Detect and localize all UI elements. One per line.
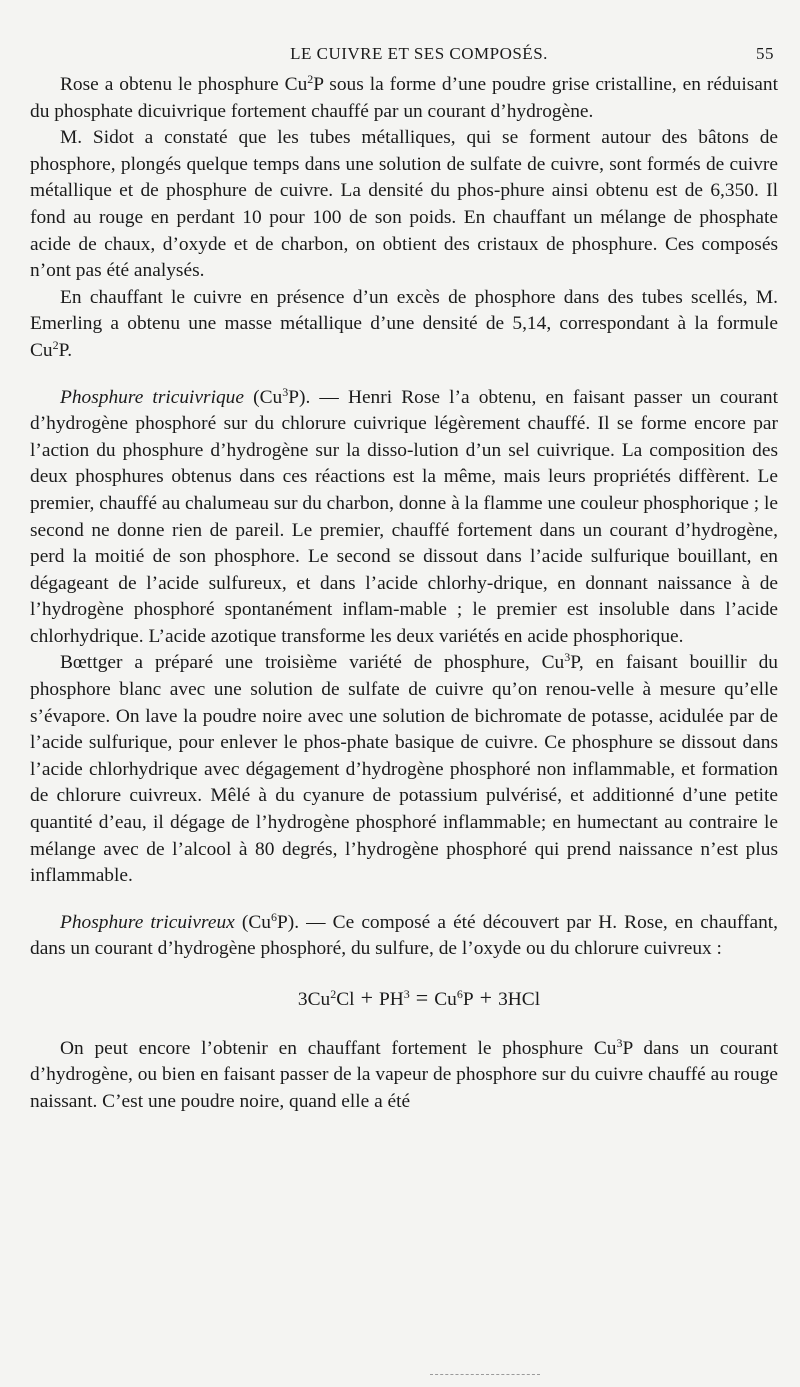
body-text <box>30 72 778 1115</box>
paragraph-phosphure-tricuivrique: Phosphure tricuivrique (Cu$^3$P). — Henri Rose l’a obtenu, en faisant passer un courant d’hydrogène phosphoré sur du chlorure cuivrique légèrement chauffé. Il se forme encore par l’action du phosphure d’hydrogène sur la disso-lution d’un sel cuivrique. La composition des deux phosphures obtenus dans ces réactions est la même, mais leurs propriétés diffèrent. Le premier, chauffé au chalumeau sur du charbon, donne à la flamme une couleur phosphorique ; le second ne donne rien de pareil. Le premier, chauffé fortement dans un courant d’hydrogène, perd la moitié de son phosphore. Le second se dissout dans l’acide sulfurique bouillant, en dégageant de l’acide sulfureux, et dans l’acide chlorhy-drique, en donnant naissance à de l’hydrogène phosphoré spontanément inflam-mable ; le premier est insoluble dans l’acide chlorhydrique. L’acide azotique transforme les deux variétés en acide phosphorique. <box>30 384 778 647</box>
scan-mark <box>430 1368 540 1375</box>
section-term-tricuivrique: Phosphure tricuivrique <box>60 386 244 408</box>
running-head <box>30 38 778 72</box>
paragraph-boettger: Bœttger a préparé une troisième variété de phosphure, Cu$^3$P, en faisant bouillir du phosphore blanc avec une solution de sulfate de cuivre qu’on renou-velle à mesure qu’elle s’évapore. On lave la poudre noire avec une solution de bichromate de potasse, acidulée par de l’acide sulfurique, pour enlever le phos-phate basique de cuivre. Ce phosphure se dissout dans l’acide chlorhydrique avec dégagement d’hydrogène phosphoré non inflammable, et formation de chlorure cuivreux. Mêlé à du cyanure de potassium pulvérisé, et additionné d’une petite quantité d’eau, il dégage de l’hydrogène phosphoré inflammable; en humectant au contraire le mélange avec de l’alcool à 80 degrés, l’hydrogène phosphoré qui prend naissance n’est plus inflammable. <box>30 650 778 887</box>
paragraph-phosphure-tricuivreux: Phosphure tricuivreux (Cu$^6$P). — Ce composé a été découvert par H. Rose, en chauffant, dans un courant d’hydrogène phosphoré, du sulfure, de l’oxyde ou du chlorure cuivreux : <box>30 909 779 960</box>
chemical-equation: $3Cu^2Cl + PH^3 = Cu^6P + 3HCl$ <box>297 985 541 1010</box>
paragraph-rose-cu2p: Rose a obtenu le phosphure Cu$^2$P sous la forme d’une poudre grise cristalline, en réduisant du phosphate dicuivrique fortement chauffé par un courant d’hydrogène. <box>30 72 778 122</box>
paragraph-obtention-cu6p: On peut encore l’obtenir en chauffant fortement le phosphure Cu$^3$P dans un courant d’hydrogène, ou bien en faisant passer de la vapeur de phosphore sur du cuivre chauffé au rouge naissant. C’est une poudre noire, quand elle a été <box>30 1035 779 1112</box>
paragraph-sidot: M. Sidot a constaté que les tubes métalliques, qui se forment autour des bâtons de phosphore, plongés quelque temps dans une solution de sulfate de cuivre, sont formés de cuivre métallique et de phosphure de cuivre. La densité du phos-phure ainsi obtenu est de 6,350. Il fond au rouge en perdant 10 pour 100 de son poids. En chauffant un mélange de phosphate acide de chaux, d’oxyde et de charbon, on obtient des cristaux de phosphure. Ces composés n’ont pas été analysés. <box>30 127 778 282</box>
section-term-tricuivreux: Phosphure tricuivreux <box>60 911 235 933</box>
page-number: 55 <box>756 44 774 63</box>
running-title: LE CUIVRE ET SES COMPOSÉS. <box>290 44 548 63</box>
paragraph-emerling: En chauffant le cuivre en présence d’un excès de phosphore dans des tubes scellés, M. Emerling a obtenu une masse métallique d’une densité de 5,14, correspondant à la formule Cu$^2$P. <box>30 286 778 361</box>
